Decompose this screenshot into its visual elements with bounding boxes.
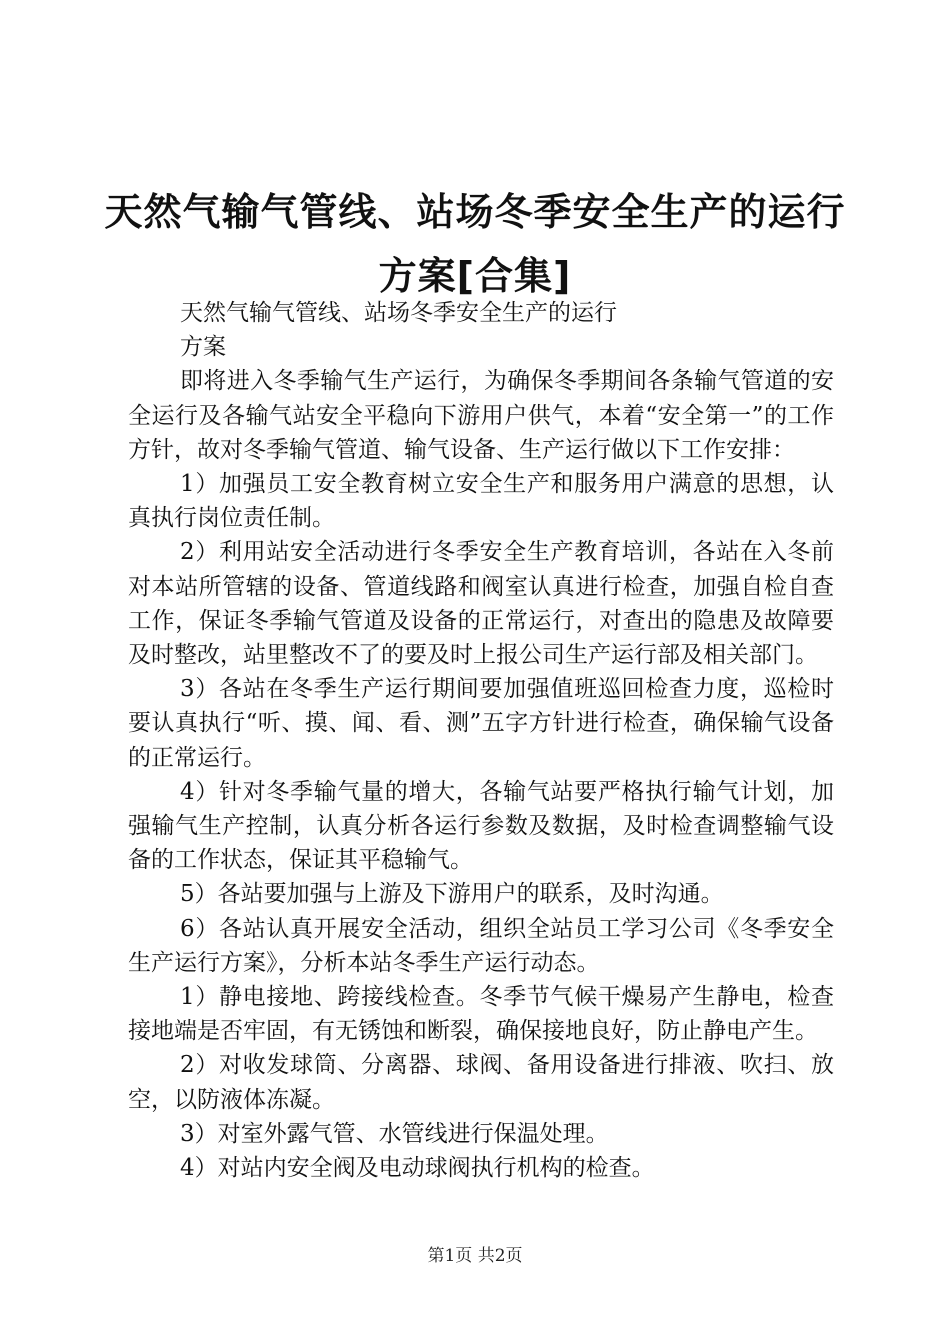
paragraph-subitem-1: 1）静电接地、跨接线检查。冬季节气候干燥易产生静电，检查接地端是否牢固，有无锈蚀和断裂，确保接地良好，防止静电产生。 <box>128 984 834 1045</box>
paragraph-item-4: 4）针对冬季输气量的增大，各输气站要严格执行输气计划，加强输气生产控制，认真分析各运行参数及数据，及时检查调整输气设备的工作状态，保证其平稳输气。 <box>128 778 834 874</box>
subtitle-line-1: 天然气输气管线、站场冬季安全生产的运行 <box>180 300 617 326</box>
paragraph-item-2: 2）利用站安全活动进行冬季安全生产教育培训，各站在入冬前对本站所管辖的设备、管道线路和阀室认真进行检查，加强自检自查工作，保证冬季输气管道及设备的正常运行，对查出的隐患及故障要及时整改，站里整改不了的要及时上报公司生产运行部及相关部门。 <box>128 539 834 669</box>
document-title: 天然气输气管线、站场冬季安全生产的运行方案[合集] <box>104 190 846 298</box>
paragraph-subitem-3: 3）对室外露气管、水管线进行保温处理。 <box>180 1120 609 1147</box>
paragraph-item-1: 1）加强员工安全教育树立安全生产和服务用户满意的思想，认真执行岗位责任制。 <box>128 471 834 532</box>
paragraph-item-5: 5）各站要加强与上游及下游用户的联系，及时沟通。 <box>180 881 724 908</box>
paragraph-intro: 即将进入冬季输气生产运行，为确保冬季期间各条输气管道的安全运行及各输气站安全平稳向下游用户供气，本着“安全第一”的工作方针，故对冬季输气管道、输气设备、生产运行做以下工作安排： <box>128 368 834 463</box>
paragraph-item-3: 3）各站在冬季生产运行期间要加强值班巡回检查力度，巡检时要认真执行“听、摸、闻、看、测”五字方针进行检查，确保输气设备的正常运行。 <box>128 676 834 771</box>
document-body <box>128 296 834 1185</box>
subtitle-line-2: 方案 <box>180 334 226 361</box>
paragraph-subitem-4: 4）对站内安全阀及电动球阀执行机构的检查。 <box>180 1155 655 1182</box>
paragraph-subitem-2: 2）对收发球筒、分离器、球阀、备用设备进行排液、吹扫、放空，以防液体冻凝。 <box>128 1052 834 1113</box>
page-footer: 第1页 共2页 <box>427 1246 523 1266</box>
paragraph-item-6: 6）各站认真开展安全活动，组织全站员工学习公司《冬季安全生产运行方案》，分析本站冬季生产运行动态。 <box>128 915 834 976</box>
